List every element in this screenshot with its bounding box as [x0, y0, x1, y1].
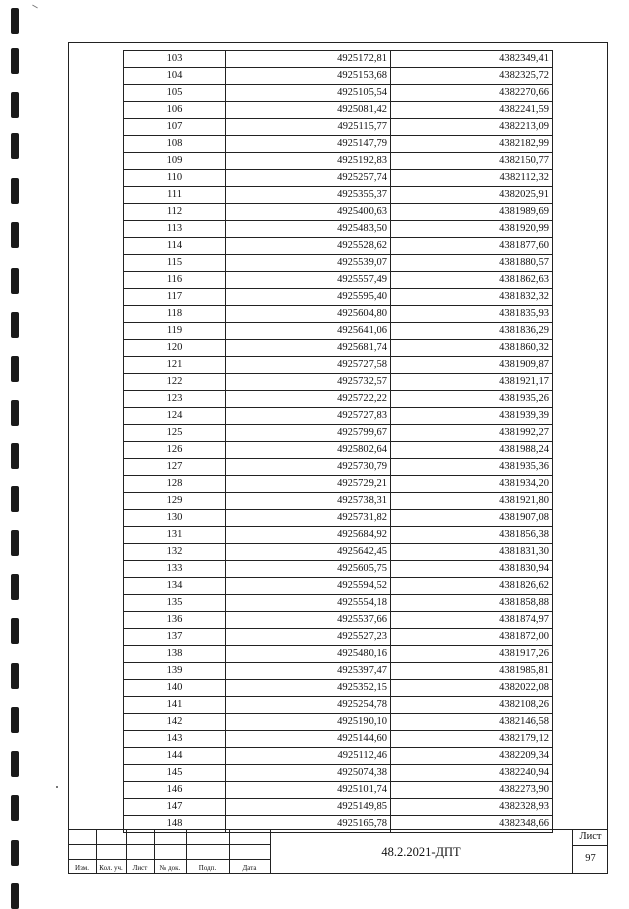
- binding-hole-mark: [11, 751, 19, 777]
- point-number-cell: 111: [124, 187, 226, 204]
- binding-hole-mark: [11, 663, 19, 689]
- point-number-cell: 140: [124, 680, 226, 697]
- table-row: [124, 170, 553, 187]
- table-row: [124, 221, 553, 238]
- x-coordinate-cell: 4925257,74: [226, 170, 391, 187]
- binding-hole-mark: [11, 883, 19, 909]
- table-row: [124, 119, 553, 136]
- point-number-cell: 147: [124, 799, 226, 816]
- point-number-cell: 114: [124, 238, 226, 255]
- y-coordinate-cell: 4382022,08: [391, 680, 553, 697]
- y-coordinate-cell: 4382270,66: [391, 85, 553, 102]
- x-coordinate-cell: 4925730,79: [226, 459, 391, 476]
- x-coordinate-cell: 4925557,49: [226, 272, 391, 289]
- x-coordinate-cell: 4925722,22: [226, 391, 391, 408]
- coordinates-table: [123, 50, 553, 833]
- y-coordinate-cell: 4382108,26: [391, 697, 553, 714]
- y-coordinate-cell: 4381858,88: [391, 595, 553, 612]
- y-coordinate-cell: 4381909,87: [391, 357, 553, 374]
- binding-hole-mark: [11, 133, 19, 159]
- point-number-cell: 108: [124, 136, 226, 153]
- point-number-cell: 109: [124, 153, 226, 170]
- x-coordinate-cell: 4925681,74: [226, 340, 391, 357]
- table-row: [124, 272, 553, 289]
- x-coordinate-cell: 4925254,78: [226, 697, 391, 714]
- binding-hole-mark: [11, 178, 19, 204]
- y-coordinate-cell: 4381921,80: [391, 493, 553, 510]
- stamp-rule-2: [68, 859, 270, 860]
- table-row: [124, 306, 553, 323]
- point-number-cell: 103: [124, 51, 226, 68]
- x-coordinate-cell: 4925539,07: [226, 255, 391, 272]
- binding-hole-mark: [11, 443, 19, 469]
- point-number-cell: 129: [124, 493, 226, 510]
- binding-hole-mark: [11, 268, 19, 294]
- x-coordinate-cell: 4925642,45: [226, 544, 391, 561]
- y-coordinate-cell: 4381935,36: [391, 459, 553, 476]
- table-row: [124, 153, 553, 170]
- table-row: [124, 187, 553, 204]
- y-coordinate-cell: 4382213,09: [391, 119, 553, 136]
- table-row: [124, 493, 553, 510]
- point-number-cell: 137: [124, 629, 226, 646]
- binding-hole-mark: [11, 48, 19, 74]
- x-coordinate-cell: 4925153,68: [226, 68, 391, 85]
- binding-hole-mark: [11, 707, 19, 733]
- y-coordinate-cell: 4382146,58: [391, 714, 553, 731]
- x-coordinate-cell: 4925081,42: [226, 102, 391, 119]
- stamp-rule-1: [68, 844, 270, 845]
- x-coordinate-cell: 4925144,60: [226, 731, 391, 748]
- y-coordinate-cell: 4381907,08: [391, 510, 553, 527]
- y-coordinate-cell: 4382273,90: [391, 782, 553, 799]
- binding-hole-mark: [11, 530, 19, 556]
- x-coordinate-cell: 4925802,64: [226, 442, 391, 459]
- point-number-cell: 116: [124, 272, 226, 289]
- coordinates-table-body: [124, 51, 553, 833]
- table-row: [124, 238, 553, 255]
- table-row: [124, 85, 553, 102]
- table-row: [124, 391, 553, 408]
- table-row: [124, 374, 553, 391]
- stamp-label-list: Лист: [132, 864, 148, 872]
- y-coordinate-cell: 4381856,38: [391, 527, 553, 544]
- table-row: [124, 476, 553, 493]
- x-coordinate-cell: 4925112,46: [226, 748, 391, 765]
- table-row: [124, 663, 553, 680]
- x-coordinate-cell: 4925101,74: [226, 782, 391, 799]
- table-row: [124, 646, 553, 663]
- x-coordinate-cell: 4925074,38: [226, 765, 391, 782]
- point-number-cell: 107: [124, 119, 226, 136]
- binding-hole-mark: [11, 486, 19, 512]
- table-row: [124, 510, 553, 527]
- table-row: [124, 68, 553, 85]
- y-coordinate-cell: 4381880,57: [391, 255, 553, 272]
- x-coordinate-cell: 4925190,10: [226, 714, 391, 731]
- table-row: [124, 340, 553, 357]
- binding-hole-mark: [11, 400, 19, 426]
- sheet-number: 97: [572, 846, 608, 874]
- y-coordinate-cell: 4381836,29: [391, 323, 553, 340]
- point-number-cell: 127: [124, 459, 226, 476]
- point-number-cell: 145: [124, 765, 226, 782]
- x-coordinate-cell: 4925172,81: [226, 51, 391, 68]
- point-number-cell: 138: [124, 646, 226, 663]
- x-coordinate-cell: 4925731,82: [226, 510, 391, 527]
- table-row: [124, 527, 553, 544]
- y-coordinate-cell: 4382025,91: [391, 187, 553, 204]
- document-code: 48.2.2021-ДПТ: [381, 844, 461, 859]
- y-coordinate-cell: 4381830,94: [391, 561, 553, 578]
- table-row: [124, 799, 553, 816]
- point-number-cell: 123: [124, 391, 226, 408]
- scan-speck: [32, 5, 38, 9]
- x-coordinate-cell: 4925727,83: [226, 408, 391, 425]
- point-number-cell: 119: [124, 323, 226, 340]
- binding-hole-mark: [11, 795, 19, 821]
- y-coordinate-cell: 4381862,63: [391, 272, 553, 289]
- table-row: [124, 425, 553, 442]
- sheet-label: Лист: [572, 829, 608, 846]
- point-number-cell: 113: [124, 221, 226, 238]
- y-coordinate-cell: 4381835,93: [391, 306, 553, 323]
- point-number-cell: 121: [124, 357, 226, 374]
- y-coordinate-cell: 4381832,32: [391, 289, 553, 306]
- table-row: [124, 782, 553, 799]
- y-coordinate-cell: 4382150,77: [391, 153, 553, 170]
- table-row: [124, 408, 553, 425]
- table-row: [124, 714, 553, 731]
- point-number-cell: 117: [124, 289, 226, 306]
- x-coordinate-cell: 4925352,15: [226, 680, 391, 697]
- y-coordinate-cell: 4381826,62: [391, 578, 553, 595]
- x-coordinate-cell: 4925147,79: [226, 136, 391, 153]
- stamp-label-kol-uch: Кол. уч.: [99, 864, 123, 872]
- x-coordinate-cell: 4925605,75: [226, 561, 391, 578]
- y-coordinate-cell: 4382349,41: [391, 51, 553, 68]
- y-coordinate-cell: 4381860,32: [391, 340, 553, 357]
- x-coordinate-cell: 4925799,67: [226, 425, 391, 442]
- binding-hole-mark: [11, 574, 19, 600]
- y-coordinate-cell: 4381872,00: [391, 629, 553, 646]
- point-number-cell: 142: [124, 714, 226, 731]
- point-number-cell: 144: [124, 748, 226, 765]
- y-coordinate-cell: 4382209,34: [391, 748, 553, 765]
- y-coordinate-cell: 4381992,27: [391, 425, 553, 442]
- point-number-cell: 136: [124, 612, 226, 629]
- table-row: [124, 612, 553, 629]
- y-coordinate-cell: 4382328,93: [391, 799, 553, 816]
- y-coordinate-cell: 4381989,69: [391, 204, 553, 221]
- table-row: [124, 680, 553, 697]
- y-coordinate-cell: 4382182,99: [391, 136, 553, 153]
- point-number-cell: 128: [124, 476, 226, 493]
- point-number-cell: 130: [124, 510, 226, 527]
- y-coordinate-cell: 4381934,20: [391, 476, 553, 493]
- table-row: [124, 51, 553, 68]
- table-row: [124, 357, 553, 374]
- stamp-label-doc-number: № док.: [159, 864, 181, 872]
- point-number-cell: 115: [124, 255, 226, 272]
- table-row: [124, 731, 553, 748]
- table-row: [124, 323, 553, 340]
- point-number-cell: 126: [124, 442, 226, 459]
- binding-hole-mark: [11, 92, 19, 118]
- table-row: [124, 442, 553, 459]
- x-coordinate-cell: 4925400,63: [226, 204, 391, 221]
- point-number-cell: 135: [124, 595, 226, 612]
- y-coordinate-cell: 4381939,39: [391, 408, 553, 425]
- binding-hole-mark: [11, 840, 19, 866]
- y-coordinate-cell: 4381988,24: [391, 442, 553, 459]
- y-coordinate-cell: 4381917,26: [391, 646, 553, 663]
- y-coordinate-cell: 4381920,99: [391, 221, 553, 238]
- table-row: [124, 748, 553, 765]
- y-coordinate-cell: 4381877,60: [391, 238, 553, 255]
- point-number-cell: 133: [124, 561, 226, 578]
- y-coordinate-cell: 4382325,72: [391, 68, 553, 85]
- table-row: [124, 561, 553, 578]
- table-row: [124, 289, 553, 306]
- point-number-cell: 120: [124, 340, 226, 357]
- stamp-label-date: Дата: [242, 864, 257, 872]
- scan-speck: [56, 786, 58, 788]
- point-number-cell: 146: [124, 782, 226, 799]
- table-row: [124, 697, 553, 714]
- x-coordinate-cell: 4925729,21: [226, 476, 391, 493]
- x-coordinate-cell: 4925149,85: [226, 799, 391, 816]
- table-row: [124, 102, 553, 119]
- point-number-cell: 148: [124, 816, 226, 833]
- y-coordinate-cell: 4381921,17: [391, 374, 553, 391]
- table-row: [124, 136, 553, 153]
- x-coordinate-cell: 4925732,57: [226, 374, 391, 391]
- x-coordinate-cell: 4925355,37: [226, 187, 391, 204]
- point-number-cell: 134: [124, 578, 226, 595]
- table-row: [124, 595, 553, 612]
- binding-hole-mark: [11, 8, 19, 34]
- x-coordinate-cell: 4925480,16: [226, 646, 391, 663]
- point-number-cell: 110: [124, 170, 226, 187]
- binding-hole-mark: [11, 222, 19, 248]
- x-coordinate-cell: 4925527,23: [226, 629, 391, 646]
- point-number-cell: 112: [124, 204, 226, 221]
- x-coordinate-cell: 4925192,83: [226, 153, 391, 170]
- point-number-cell: 125: [124, 425, 226, 442]
- stamp-label-signature: Подп.: [198, 864, 217, 872]
- y-coordinate-cell: 4382112,32: [391, 170, 553, 187]
- table-row: [124, 459, 553, 476]
- y-coordinate-cell: 4382179,12: [391, 731, 553, 748]
- binding-hole-mark: [11, 618, 19, 644]
- table-row: [124, 544, 553, 561]
- point-number-cell: 105: [124, 85, 226, 102]
- table-row: [124, 578, 553, 595]
- y-coordinate-cell: 4382240,94: [391, 765, 553, 782]
- point-number-cell: 118: [124, 306, 226, 323]
- x-coordinate-cell: 4925165,78: [226, 816, 391, 833]
- binding-marks: [11, 0, 23, 905]
- binding-hole-mark: [11, 312, 19, 338]
- point-number-cell: 143: [124, 731, 226, 748]
- table-row: [124, 255, 553, 272]
- y-coordinate-cell: 4382348,66: [391, 816, 553, 833]
- table-row: [124, 204, 553, 221]
- point-number-cell: 131: [124, 527, 226, 544]
- x-coordinate-cell: 4925397,47: [226, 663, 391, 680]
- x-coordinate-cell: 4925727,58: [226, 357, 391, 374]
- x-coordinate-cell: 4925554,18: [226, 595, 391, 612]
- point-number-cell: 141: [124, 697, 226, 714]
- x-coordinate-cell: 4925594,52: [226, 578, 391, 595]
- x-coordinate-cell: 4925537,66: [226, 612, 391, 629]
- point-number-cell: 106: [124, 102, 226, 119]
- point-number-cell: 139: [124, 663, 226, 680]
- x-coordinate-cell: 4925105,54: [226, 85, 391, 102]
- point-number-cell: 132: [124, 544, 226, 561]
- x-coordinate-cell: 4925738,31: [226, 493, 391, 510]
- binding-hole-mark: [11, 356, 19, 382]
- x-coordinate-cell: 4925115,77: [226, 119, 391, 136]
- y-coordinate-cell: 4382241,59: [391, 102, 553, 119]
- x-coordinate-cell: 4925684,92: [226, 527, 391, 544]
- x-coordinate-cell: 4925604,80: [226, 306, 391, 323]
- y-coordinate-cell: 4381985,81: [391, 663, 553, 680]
- x-coordinate-cell: 4925528,62: [226, 238, 391, 255]
- table-row: [124, 765, 553, 782]
- table-row: [124, 629, 553, 646]
- x-coordinate-cell: 4925595,40: [226, 289, 391, 306]
- y-coordinate-cell: 4381935,26: [391, 391, 553, 408]
- point-number-cell: 122: [124, 374, 226, 391]
- x-coordinate-cell: 4925641,06: [226, 323, 391, 340]
- x-coordinate-cell: 4925483,50: [226, 221, 391, 238]
- point-number-cell: 124: [124, 408, 226, 425]
- point-number-cell: 104: [124, 68, 226, 85]
- y-coordinate-cell: 4381874,97: [391, 612, 553, 629]
- stamp-label-izm: Изм.: [75, 864, 89, 872]
- y-coordinate-cell: 4381831,30: [391, 544, 553, 561]
